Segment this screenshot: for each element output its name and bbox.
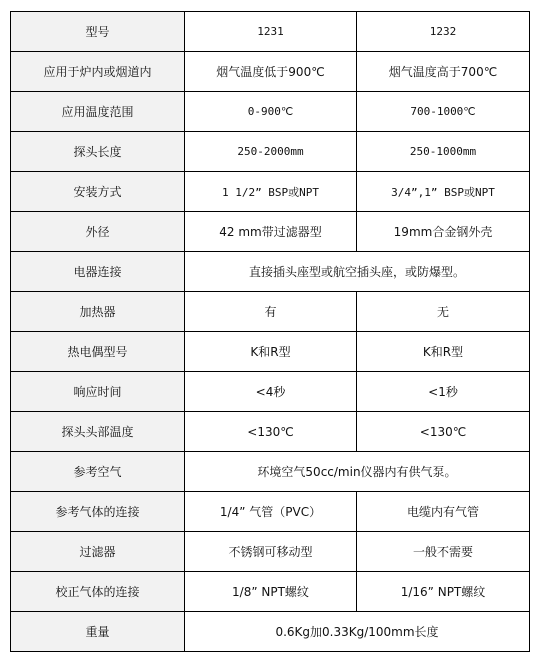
model-1231: 1231: [185, 12, 357, 52]
value-1231: 0-900℃: [185, 92, 357, 132]
value-1232: 无: [357, 292, 530, 332]
row-label: 过滤器: [11, 532, 185, 572]
value-1232: 700-1000℃: [357, 92, 530, 132]
table-row: [11, 52, 530, 92]
table-row: [11, 492, 530, 532]
table-row: [11, 612, 530, 652]
row-label: 校正气体的连接: [11, 572, 185, 612]
table-row: [11, 252, 530, 292]
table-row: [11, 172, 530, 212]
row-label: 外径: [11, 212, 185, 252]
value-1231: 42 mm带过滤器型: [185, 212, 357, 252]
value-merged: 环境空气50cc/min仪器内有供气泵。: [185, 452, 530, 492]
table-row: [11, 332, 530, 372]
value-1231: 不锈钢可移动型: [185, 532, 357, 572]
table-row: [11, 572, 530, 612]
model-1232: 1232: [357, 12, 530, 52]
value-1232: 烟气温度高于700℃: [357, 52, 530, 92]
row-label-model: 型号: [11, 12, 185, 52]
table-row: [11, 92, 530, 132]
value-1231: 250-2000mm: [185, 132, 357, 172]
table-row-model: [11, 12, 530, 52]
table-row: [11, 412, 530, 452]
value-1232: 250-1000mm: [357, 132, 530, 172]
row-label: 探头长度: [11, 132, 185, 172]
table-row: [11, 132, 530, 172]
row-label: 参考气体的连接: [11, 492, 185, 532]
table-row: [11, 292, 530, 332]
value-merged: 直接插头座型或航空插头座，或防爆型。: [185, 252, 530, 292]
value-1232: K和R型: [357, 332, 530, 372]
table-row: [11, 452, 530, 492]
row-label: 安装方式: [11, 172, 185, 212]
row-label: 应用于炉内或烟道内: [11, 52, 185, 92]
value-1231: <4秒: [185, 372, 357, 412]
value-1232: <1秒: [357, 372, 530, 412]
row-label: 响应时间: [11, 372, 185, 412]
row-label: 应用温度范围: [11, 92, 185, 132]
row-label: 探头头部温度: [11, 412, 185, 452]
value-1232: <130℃: [357, 412, 530, 452]
row-label: 热电偶型号: [11, 332, 185, 372]
value-1232: 1/16” NPT螺纹: [357, 572, 530, 612]
value-1232: 电缆内有气管: [357, 492, 530, 532]
table-row: [11, 212, 530, 252]
value-1231: 1 1/2” BSP或NPT: [185, 172, 357, 212]
row-label: 重量: [11, 612, 185, 652]
row-label: 电器连接: [11, 252, 185, 292]
row-label: 加热器: [11, 292, 185, 332]
table-row: [11, 532, 530, 572]
value-1231: K和R型: [185, 332, 357, 372]
value-1231: 1/8” NPT螺纹: [185, 572, 357, 612]
table-row: [11, 372, 530, 412]
value-1232: 3/4”,1” BSP或NPT: [357, 172, 530, 212]
row-label: 参考空气: [11, 452, 185, 492]
value-1231: 1/4” 气管（PVC）: [185, 492, 357, 532]
value-1231: 有: [185, 292, 357, 332]
value-1232: 19mm合金钢外壳: [357, 212, 530, 252]
value-merged: 0.6Kg加0.33Kg/100mm长度: [185, 612, 530, 652]
value-1231: 烟气温度低于900℃: [185, 52, 357, 92]
value-1231: <130℃: [185, 412, 357, 452]
spec-table: [10, 11, 530, 652]
value-1232: 一般不需要: [357, 532, 530, 572]
